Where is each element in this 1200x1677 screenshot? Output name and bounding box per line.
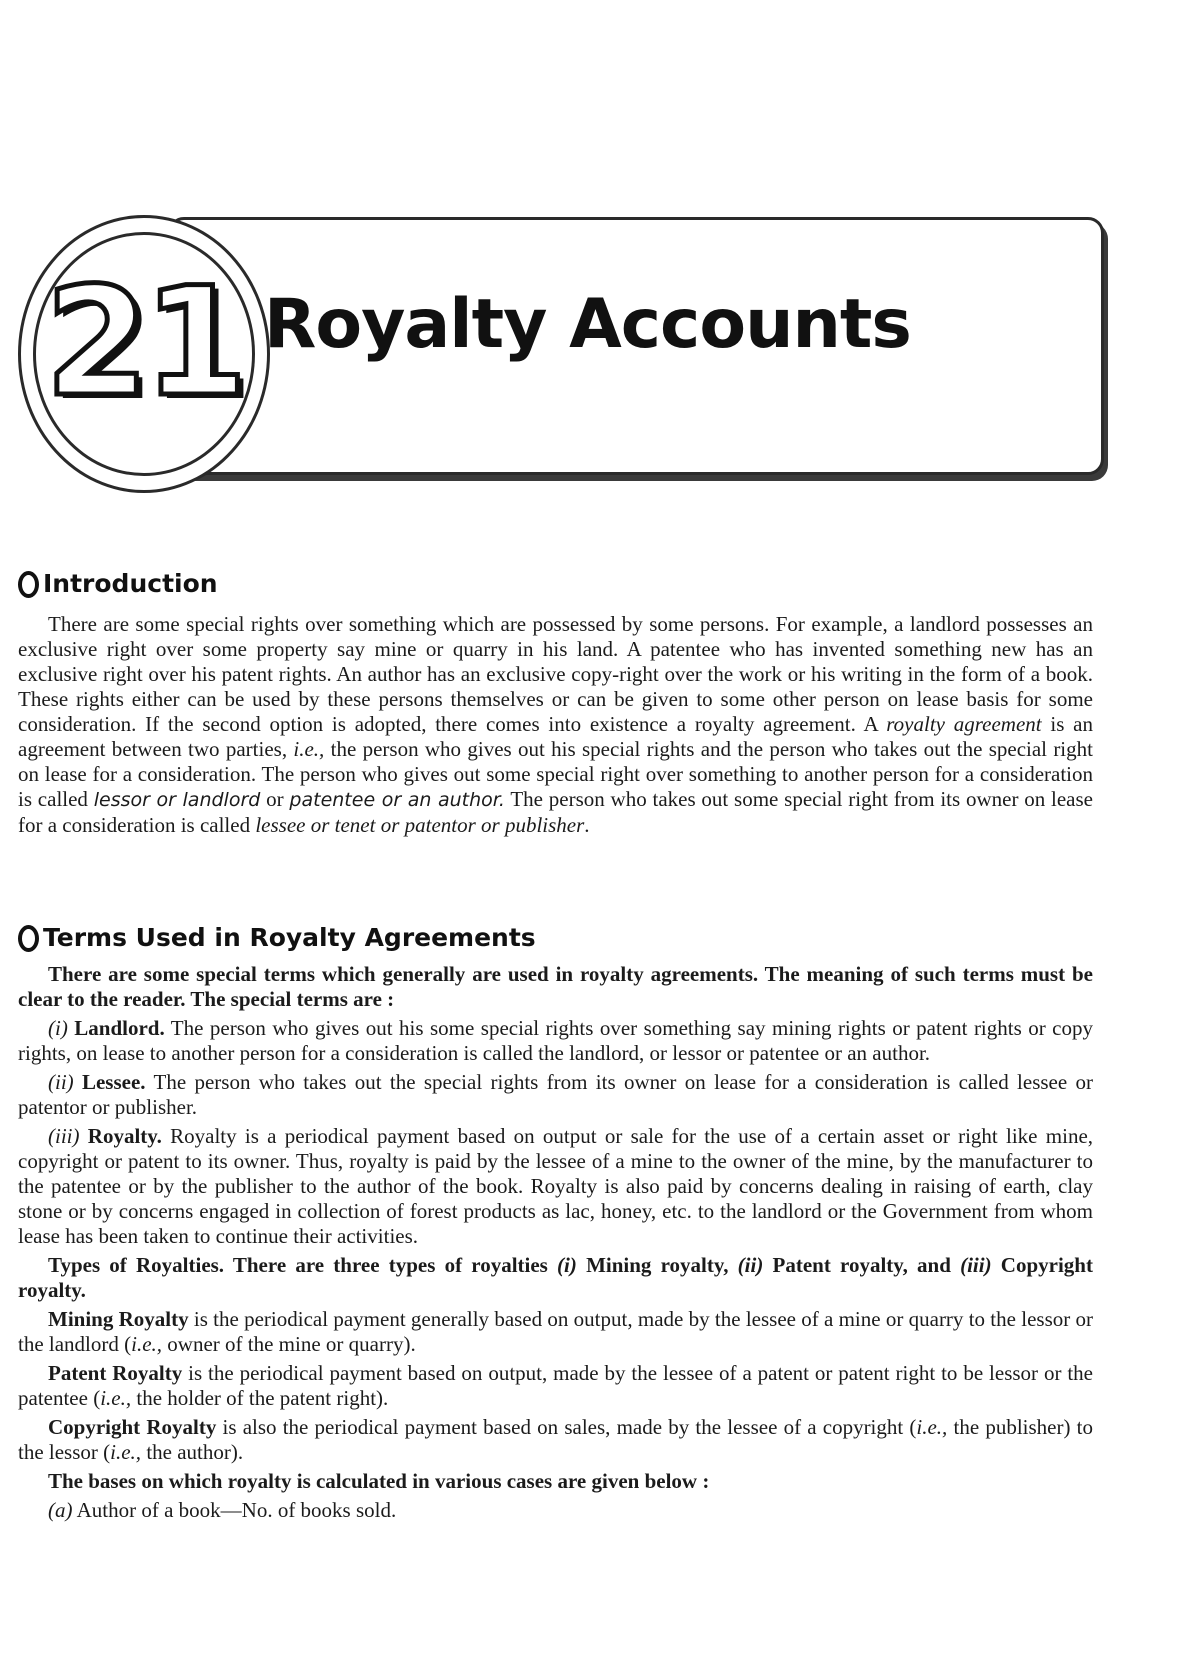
intro-abbr-ie: i.e., bbox=[293, 737, 325, 761]
types-text-3: Patent royalty, and bbox=[763, 1253, 961, 1277]
introduction-heading bbox=[18, 568, 218, 600]
copyright-royalty-text-2: the publisher) to the lessor ( bbox=[18, 1415, 1093, 1464]
patent-royalty-text-1: is the periodical payment based on output, made by the lessee of a patent or patent right to be lessor or the patentee ( bbox=[18, 1361, 1093, 1410]
bases-lead: The bases on which royalty is calculated in various cases are given below : bbox=[48, 1469, 710, 1493]
mining-royalty-label: Mining Royalty bbox=[48, 1307, 189, 1331]
patent-royalty bbox=[18, 1361, 1093, 1411]
types-text-4: Copyright royalty. bbox=[18, 1253, 1093, 1302]
term-royalty-num: (iii) bbox=[48, 1124, 80, 1148]
copyright-royalty-abbr-2: i.e., bbox=[110, 1440, 142, 1464]
section-bullet-icon bbox=[18, 925, 39, 952]
intro-term-royalty-agreement: royalty agreement bbox=[886, 712, 1042, 736]
intro-text-2: is an agreement between two parties, bbox=[18, 712, 1094, 761]
intro-term-patentee: patentee or an author. bbox=[289, 789, 505, 811]
mining-royalty-text-2: owner of the mine or quarry). bbox=[162, 1332, 416, 1356]
intro-text-3: the person who gives out his special rights and the person who takes out the special right on lease for a consideration. The person who gives out some special right over something to another person for a consideration is called bbox=[18, 737, 1093, 811]
mining-royalty-abbr: i.e., bbox=[131, 1332, 163, 1356]
copyright-royalty-text-3: the author). bbox=[141, 1440, 244, 1464]
term-royalty bbox=[18, 1124, 1093, 1249]
section-bullet-icon bbox=[18, 571, 39, 598]
patent-royalty-abbr: i.e., bbox=[100, 1386, 132, 1410]
terms-body bbox=[18, 962, 1093, 1523]
term-landlord bbox=[18, 1016, 1093, 1066]
term-royalty-text: Royalty is a periodical payment based on output or sale for the use of a certain asset or right like mine, copyright or patent to its owner. Thus, royalty is paid by the lessee of a mine to the owner of the mine, by the manufacturer to the patentee or by the publisher to the author of the book. Royalty is also paid by concerns dealing in raising of earth, clay stone or by concerns engaged in collection of forest products as lac, honey, etc. to the landlord or the Government from whom lease has been taken to continue their activities. bbox=[18, 1124, 1094, 1248]
basis-item-text: Author of a book—No. of books sold. bbox=[72, 1498, 397, 1522]
intro-term-lessee: lessee or tenet or patentor or publisher bbox=[255, 813, 585, 837]
basis-item-num: (a) bbox=[48, 1498, 73, 1522]
chapter-title: Royalty Accounts bbox=[264, 285, 911, 364]
terms-heading bbox=[18, 922, 536, 954]
term-landlord-num: (i) bbox=[48, 1016, 68, 1040]
introduction-heading-text: Introduction bbox=[43, 569, 218, 598]
chapter-number-badge bbox=[18, 215, 270, 493]
types-num-2: (ii) bbox=[737, 1253, 764, 1277]
mining-royalty bbox=[18, 1307, 1093, 1357]
term-landlord-label: Landlord. bbox=[74, 1016, 165, 1040]
term-landlord-text: The person who gives out his some special rights over something say mining rights or patent rights or copy rights, on lease to another person for a consideration is called the landlord, or lessor or patentee or an author. bbox=[18, 1016, 1093, 1065]
intro-text-6: . bbox=[584, 813, 590, 837]
copyright-royalty-text-1: is also the periodical payment based on sales, made by the lessee of a copyright ( bbox=[216, 1415, 917, 1439]
intro-text-1: There are some special rights over something which are possessed by some persons. For example, a landlord possesses an exclusive right over some property say mine or quarry in his land. A patentee who has invented something new has an exclusive right over his patent rights. An author has an exclusive copy-right over the work or his writing in the form of a book. These rights either can be used by these persons themselves or can be given to some other person on lease basis for some consideration. If the second option is adopted, there comes into existence a royalty agreement. A bbox=[18, 612, 1093, 736]
term-lessee bbox=[18, 1070, 1093, 1120]
copyright-royalty-label: Copyright Royalty bbox=[48, 1415, 217, 1439]
terms-lead: There are some special terms which generally are used in royalty agreements. The meaning of such terms must be clear to the reader. The special terms are : bbox=[18, 962, 1093, 1011]
types-num-3: (iii) bbox=[960, 1253, 992, 1277]
mining-royalty-text-1: is the periodical payment generally based on output, made by the lessee of a mine or quarry to the lessor or the landlord ( bbox=[18, 1307, 1093, 1356]
term-royalty-label: Royalty. bbox=[87, 1124, 162, 1148]
introduction-body bbox=[18, 612, 1093, 838]
copyright-royalty bbox=[18, 1415, 1093, 1465]
types-text-1: Types of Royalties. There are three types of royalties bbox=[48, 1253, 558, 1277]
types-of-royalties bbox=[18, 1253, 1093, 1303]
term-lessee-num: (ii) bbox=[48, 1070, 74, 1094]
types-num-1: (i) bbox=[557, 1253, 577, 1277]
intro-text-4: or bbox=[260, 787, 290, 811]
introduction-paragraph bbox=[18, 612, 1093, 838]
chapter-banner bbox=[18, 215, 1108, 505]
intro-term-lessor: lessor or landlord bbox=[93, 789, 261, 811]
term-lessee-text: The person who takes out the special rights from its owner on lease for a consideration is called lessee or patentor or publisher. bbox=[18, 1070, 1093, 1119]
term-lessee-label: Lessee. bbox=[81, 1070, 146, 1094]
patent-royalty-label: Patent Royalty bbox=[48, 1361, 183, 1385]
types-text-2: Mining royalty, bbox=[576, 1253, 738, 1277]
intro-text-5: The person who takes out some special right from its owner on lease for a consideration is called bbox=[18, 787, 1093, 837]
chapter-number: 21 bbox=[45, 256, 242, 430]
patent-royalty-text-2: the holder of the patent right). bbox=[131, 1386, 389, 1410]
terms-heading-text: Terms Used in Royalty Agreements bbox=[43, 923, 536, 952]
copyright-royalty-abbr-1: i.e., bbox=[916, 1415, 948, 1439]
basis-item bbox=[18, 1498, 1093, 1523]
